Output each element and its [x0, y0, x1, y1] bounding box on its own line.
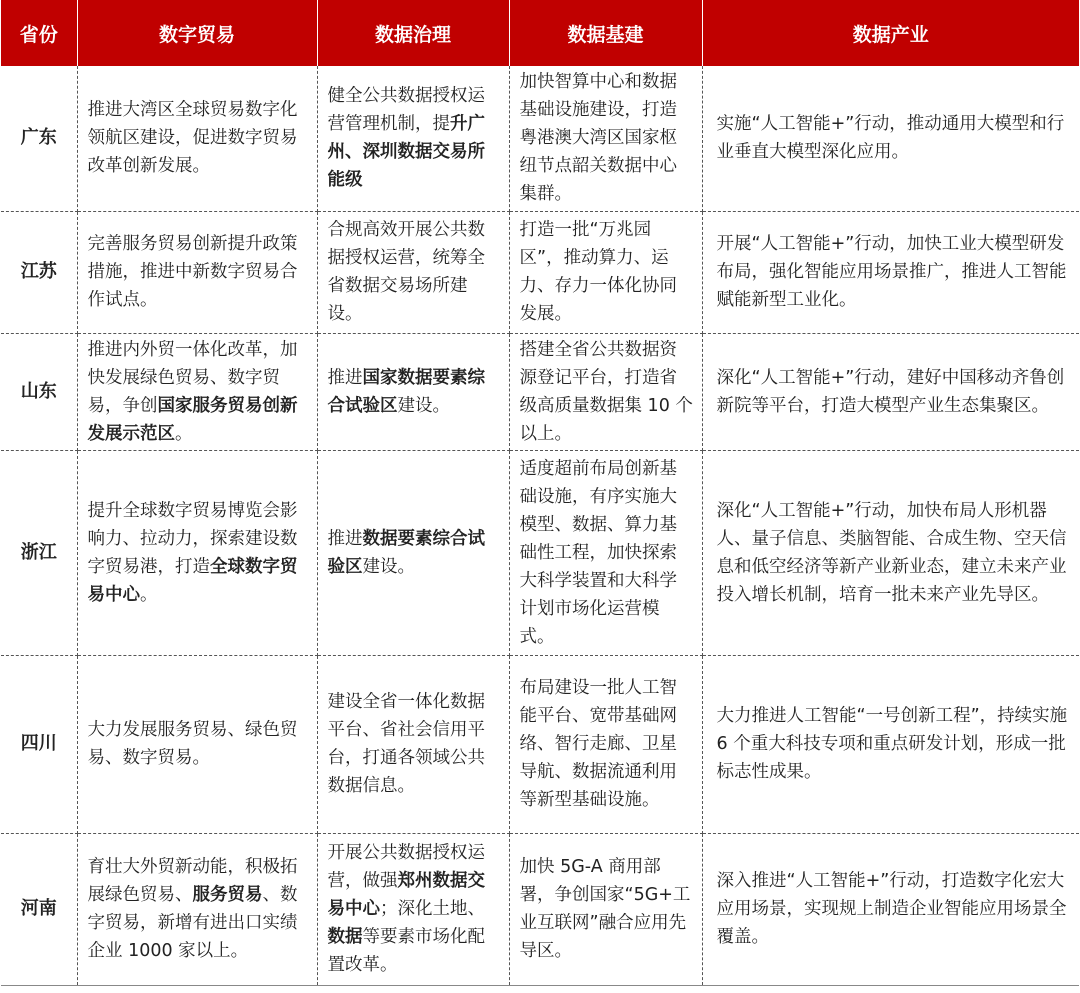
text-segment: 大力发展服务贸易、绿色贸易、数字贸易。 [87, 720, 298, 768]
governance-cell [317, 655, 509, 833]
table-row [1, 450, 1079, 655]
trade-cell [77, 333, 317, 450]
text-segment: 等要素市场化配置改革。 [327, 927, 485, 975]
text-segment: 开展“人工智能+”行动，加快工业大模型研发布局，强化智能应用场景推广，推进人工智能赋能新型工业化。 [716, 234, 1067, 310]
infrastructure-cell [509, 211, 702, 333]
bold-text-segment: 升广州、深圳数据交易所能级 [327, 114, 485, 191]
bold-text-segment: 国家数据要素综合试验区 [327, 367, 485, 416]
text-segment: 推进 [327, 367, 363, 388]
text-segment: ；深化土地、 [380, 899, 485, 919]
infrastructure-cell [509, 66, 702, 211]
industry-cell [702, 66, 1079, 211]
text-segment: 推进内外贸一体化改革，加快发展绿色贸易、数字贸易，争创 [87, 339, 298, 416]
table-row [1, 66, 1079, 211]
text-segment: 建设。 [362, 556, 415, 577]
header-digital-trade: 数字贸易 [77, 0, 317, 66]
text-segment: 提升全球数字贸易博览会影响力、拉动力，探索建设数字贸易港，打造 [87, 500, 298, 577]
governance-cell [317, 211, 509, 333]
trade-cell [77, 450, 317, 655]
text-segment: 深入推进“人工智能+”行动，打造数字化宏大应用场景，实现规上制造企业智能应用场景全覆盖。 [716, 871, 1067, 947]
trade-cell [77, 211, 317, 333]
governance-cell [317, 833, 509, 985]
text-segment: 育壮大外贸新动能，积极拓展绿色贸易、 [87, 857, 298, 905]
industry-cell [702, 655, 1079, 833]
text-segment: 开展公共数据授权运营，做强 [327, 843, 485, 891]
province-cell: 浙江 [1, 450, 77, 655]
bold-text-segment: 数据要素综合试验区 [327, 528, 485, 577]
industry-cell [702, 450, 1079, 655]
text-segment: 搭建全省公共数据资源登记平台，打造省级高质量数据集 10 个以上。 [519, 339, 693, 444]
table-row [1, 833, 1079, 985]
text-segment: 建设。 [397, 395, 450, 416]
bold-text-segment: 国家服务贸易创新发展示范区 [87, 395, 298, 444]
text-segment: 。 [140, 584, 158, 605]
bold-text-segment: 郑州数据交易中心 [327, 871, 485, 919]
province-cell: 四川 [1, 655, 77, 833]
table-row [1, 211, 1079, 333]
infrastructure-cell [509, 450, 702, 655]
text-segment: 建设全省一体化数据平台、省社会信用平台，打通各领域公共数据信息。 [327, 692, 485, 796]
trade-cell [77, 833, 317, 985]
governance-cell [317, 66, 509, 211]
province-cell: 河南 [1, 833, 77, 985]
bold-text-segment: 服务贸易 [192, 885, 263, 905]
text-segment: 深化“人工智能+”行动，建好中国移动齐鲁创新院等平台，打造大模型产业生态集聚区。 [716, 367, 1065, 416]
header-data-governance: 数据治理 [317, 0, 509, 66]
bold-text-segment: 数据 [327, 927, 363, 947]
header-row [1, 0, 1079, 66]
province-cell: 山东 [1, 333, 77, 450]
infrastructure-cell [509, 655, 702, 833]
text-segment: 加快 5G-A 商用部署，争创国家“5G+工业互联网”融合应用先导区。 [519, 857, 691, 961]
table-row [1, 333, 1079, 450]
text-segment: 布局建设一批人工智能平台、宽带基础网络、智行走廊、卫星导航、数据流通利用等新型基础设施。 [519, 678, 677, 810]
industry-cell [702, 833, 1079, 985]
infrastructure-cell [509, 333, 702, 450]
text-segment: 实施“人工智能+”行动，推动通用大模型和行业垂直大模型深化应用。 [716, 114, 1065, 163]
text-segment: 深化“人工智能+”行动，加快布局人形机器人、量子信息、类脑智能、合成生物、空天信息和低空经济等新产业新业态，建立未来产业投入增长机制，培育一批未来产业先导区。 [716, 500, 1067, 605]
text-segment: 适度超前布局创新基础设施，有序实施大模型、数据、算力基础性工程，加快探索大科学装置和大科学计划市场化运营模式。 [519, 458, 677, 647]
text-segment: 加快智算中心和数据基础设施建设，打造粤港澳大湾区国家枢纽节点韶关数据中心集群。 [519, 72, 677, 205]
text-segment: 大力推进人工智能“一号创新工程”，持续实施 6 个重大科技专项和重点研发计划，形成一批标志性成果。 [716, 706, 1068, 782]
province-cell: 江苏 [1, 211, 77, 333]
text-segment: 、数字贸易，新增有进出口实绩企业 1000 家以上。 [87, 885, 298, 961]
trade-cell [77, 66, 317, 211]
text-segment: 打造一批“万兆园区”，推动算力、运力、存力一体化协同发展。 [519, 220, 677, 324]
trade-cell [77, 655, 317, 833]
table-row [1, 655, 1079, 833]
text-segment: 合规高效开展公共数据授权运营，统筹全省数据交易场所建设。 [327, 220, 485, 324]
industry-cell [702, 333, 1079, 450]
governance-cell [317, 333, 509, 450]
text-segment: 推进 [327, 528, 363, 549]
governance-cell [317, 450, 509, 655]
infrastructure-cell [509, 833, 702, 985]
province-cell: 广东 [1, 66, 77, 211]
header-data-infrastructure: 数据基建 [509, 0, 702, 66]
text-segment: 推进大湾区全球贸易数字化领航区建设，促进数字贸易改革创新发展。 [87, 100, 298, 177]
text-segment: 健全公共数据授权运营管理机制，提 [327, 86, 485, 135]
text-segment: 完善服务贸易创新提升政策措施，推进中新数字贸易合作试点。 [87, 234, 298, 310]
header-data-industry: 数据产业 [702, 0, 1079, 66]
bold-text-segment: 全球数字贸易中心 [87, 556, 298, 605]
text-segment: 。 [175, 423, 193, 444]
header-province: 省份 [1, 0, 77, 66]
policy-table [1, 0, 1079, 986]
industry-cell [702, 211, 1079, 333]
